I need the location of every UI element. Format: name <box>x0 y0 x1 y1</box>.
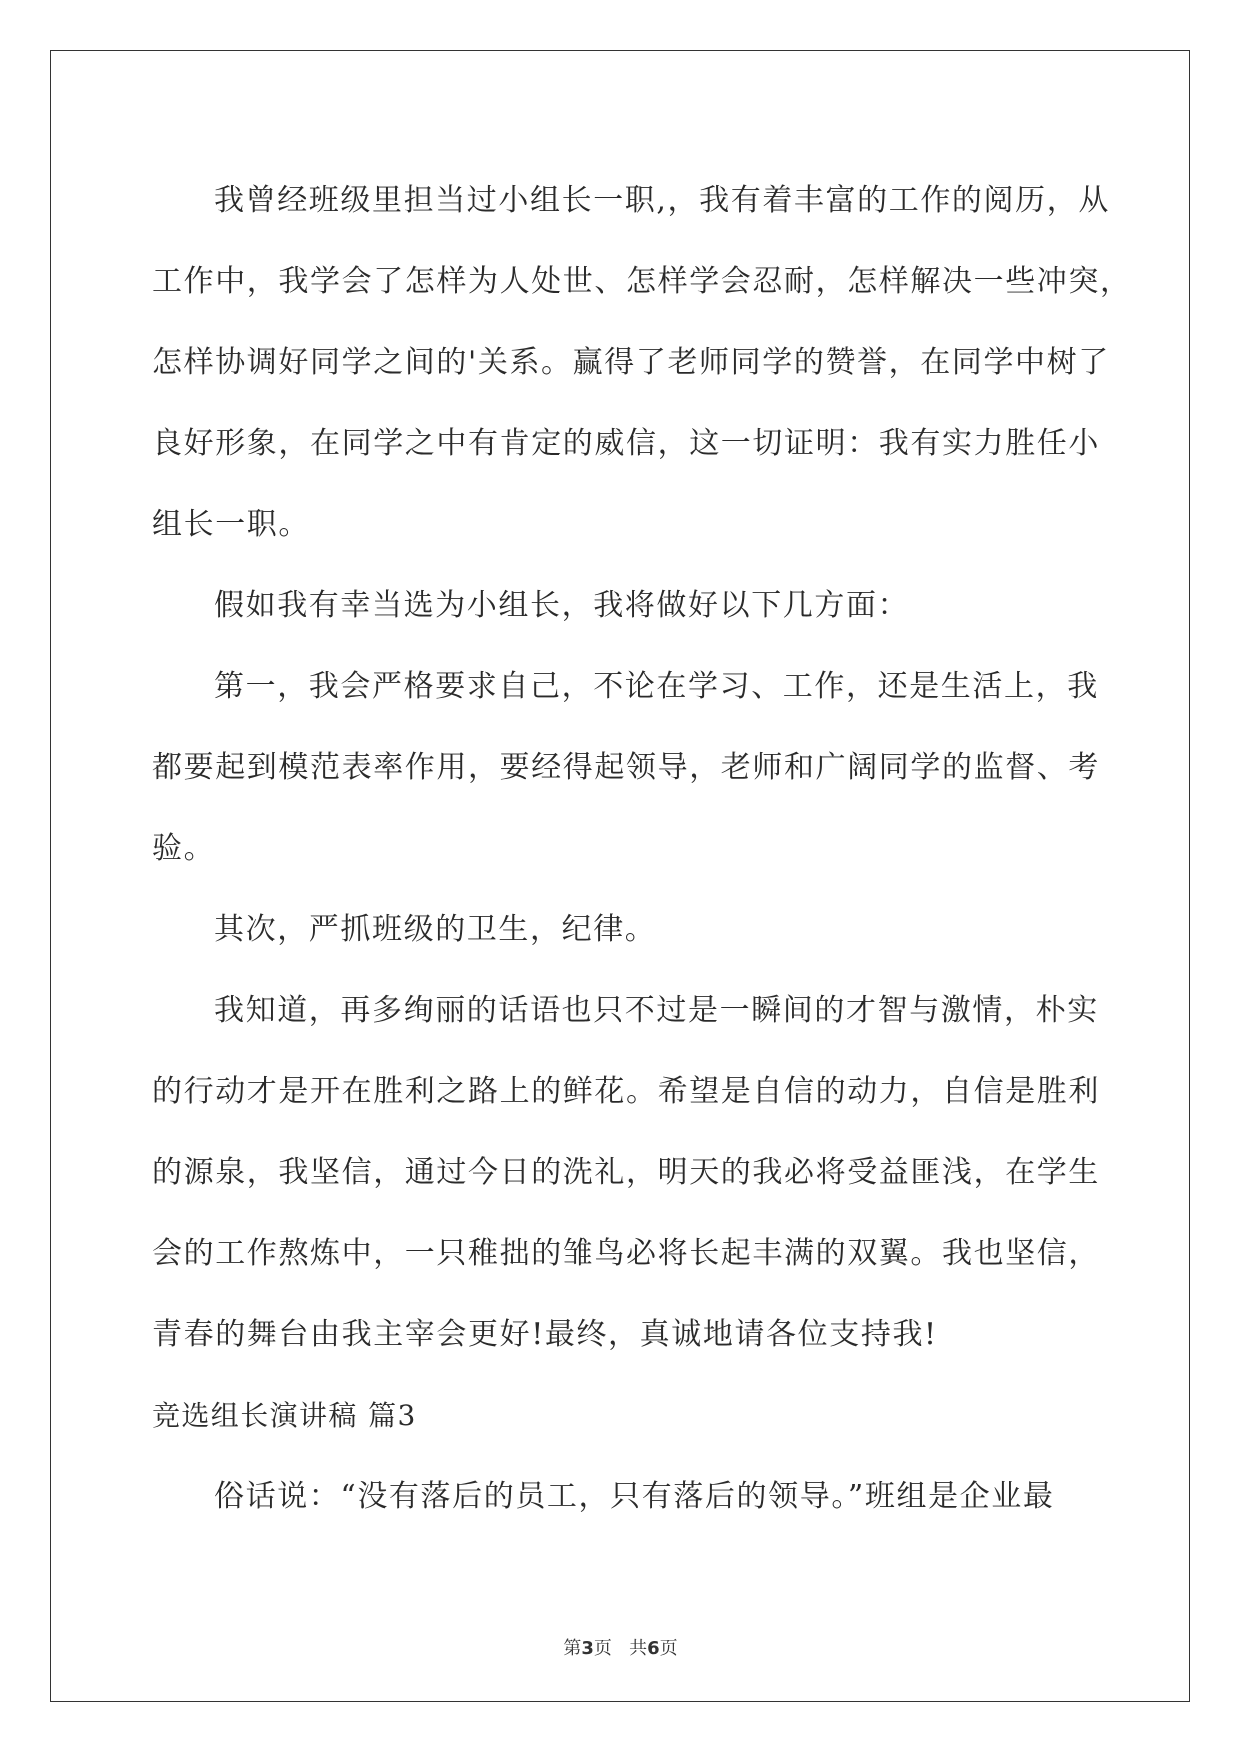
text-line: 验。 <box>152 831 216 866</box>
paragraph-5 <box>152 970 1100 1375</box>
text-line: 都要起到模范表率作用，要经得起领导，老师和广阔同学的监督、考 <box>152 750 1100 785</box>
page-footer <box>0 1634 1241 1660</box>
page-suffix: 页 <box>593 1638 612 1659</box>
text-line: 第一，我会严格要求自己，不论在学习、工作，还是生活上，我 <box>214 669 1099 704</box>
text-line: 假如我有幸当选为小组长，我将做好以下几方面： <box>214 588 910 623</box>
text-line: 工作中，我学会了怎样为人处世、怎样学会忍耐，怎样解决一些冲突， <box>152 264 1132 299</box>
text-line: 我知道，再多绚丽的话语也只不过是一瞬间的才智与激情，朴实 <box>214 993 1099 1028</box>
paragraph-3 <box>152 646 1100 889</box>
total-suffix: 页 <box>659 1638 678 1659</box>
paragraph-2 <box>152 565 1092 646</box>
text-line: 青春的舞台由我主宰会更好!最终，真诚地请各位支持我! <box>152 1317 938 1352</box>
text-line: 良好形象，在同学之中有肯定的威信，这一切证明：我有实力胜任小 <box>152 426 1100 461</box>
text-line: 俗话说：“没有落后的员工，只有落后的领导。”班组是企业最 <box>214 1479 1055 1514</box>
paragraph-1 <box>152 160 1132 565</box>
total-pages-number: 6 <box>647 1638 660 1659</box>
text-line: 其次，严抓班级的卫生，纪律。 <box>214 912 657 947</box>
section-heading: 竞选组长演讲稿 篇3 <box>152 1399 417 1432</box>
current-page-number: 3 <box>581 1638 594 1659</box>
text-line: 组长一职。 <box>152 507 310 542</box>
total-prefix: 共 <box>629 1638 648 1659</box>
text-line: 的源泉，我坚信，通过今日的洗礼，明天的我必将受益匪浅，在学生 <box>152 1155 1100 1190</box>
text-line: 怎样协调好同学之间的'关系。赢得了老师同学的赞誉，在同学中树了 <box>152 345 1110 380</box>
text-line: 我曾经班级里担当过小组长一职,，我有着丰富的工作的阅历，从 <box>214 183 1110 218</box>
paragraph-4 <box>152 889 1092 970</box>
document-body <box>152 160 1132 1537</box>
text-line: 的行动才是开在胜利之路上的鲜花。希望是自信的动力，自信是胜利 <box>152 1074 1100 1109</box>
text-line: 会的工作熬炼中，一只稚拙的雏鸟必将长起丰满的双翼。我也坚信， <box>152 1236 1100 1271</box>
paragraph-6 <box>152 1456 1092 1537</box>
page-prefix: 第 <box>563 1638 582 1659</box>
